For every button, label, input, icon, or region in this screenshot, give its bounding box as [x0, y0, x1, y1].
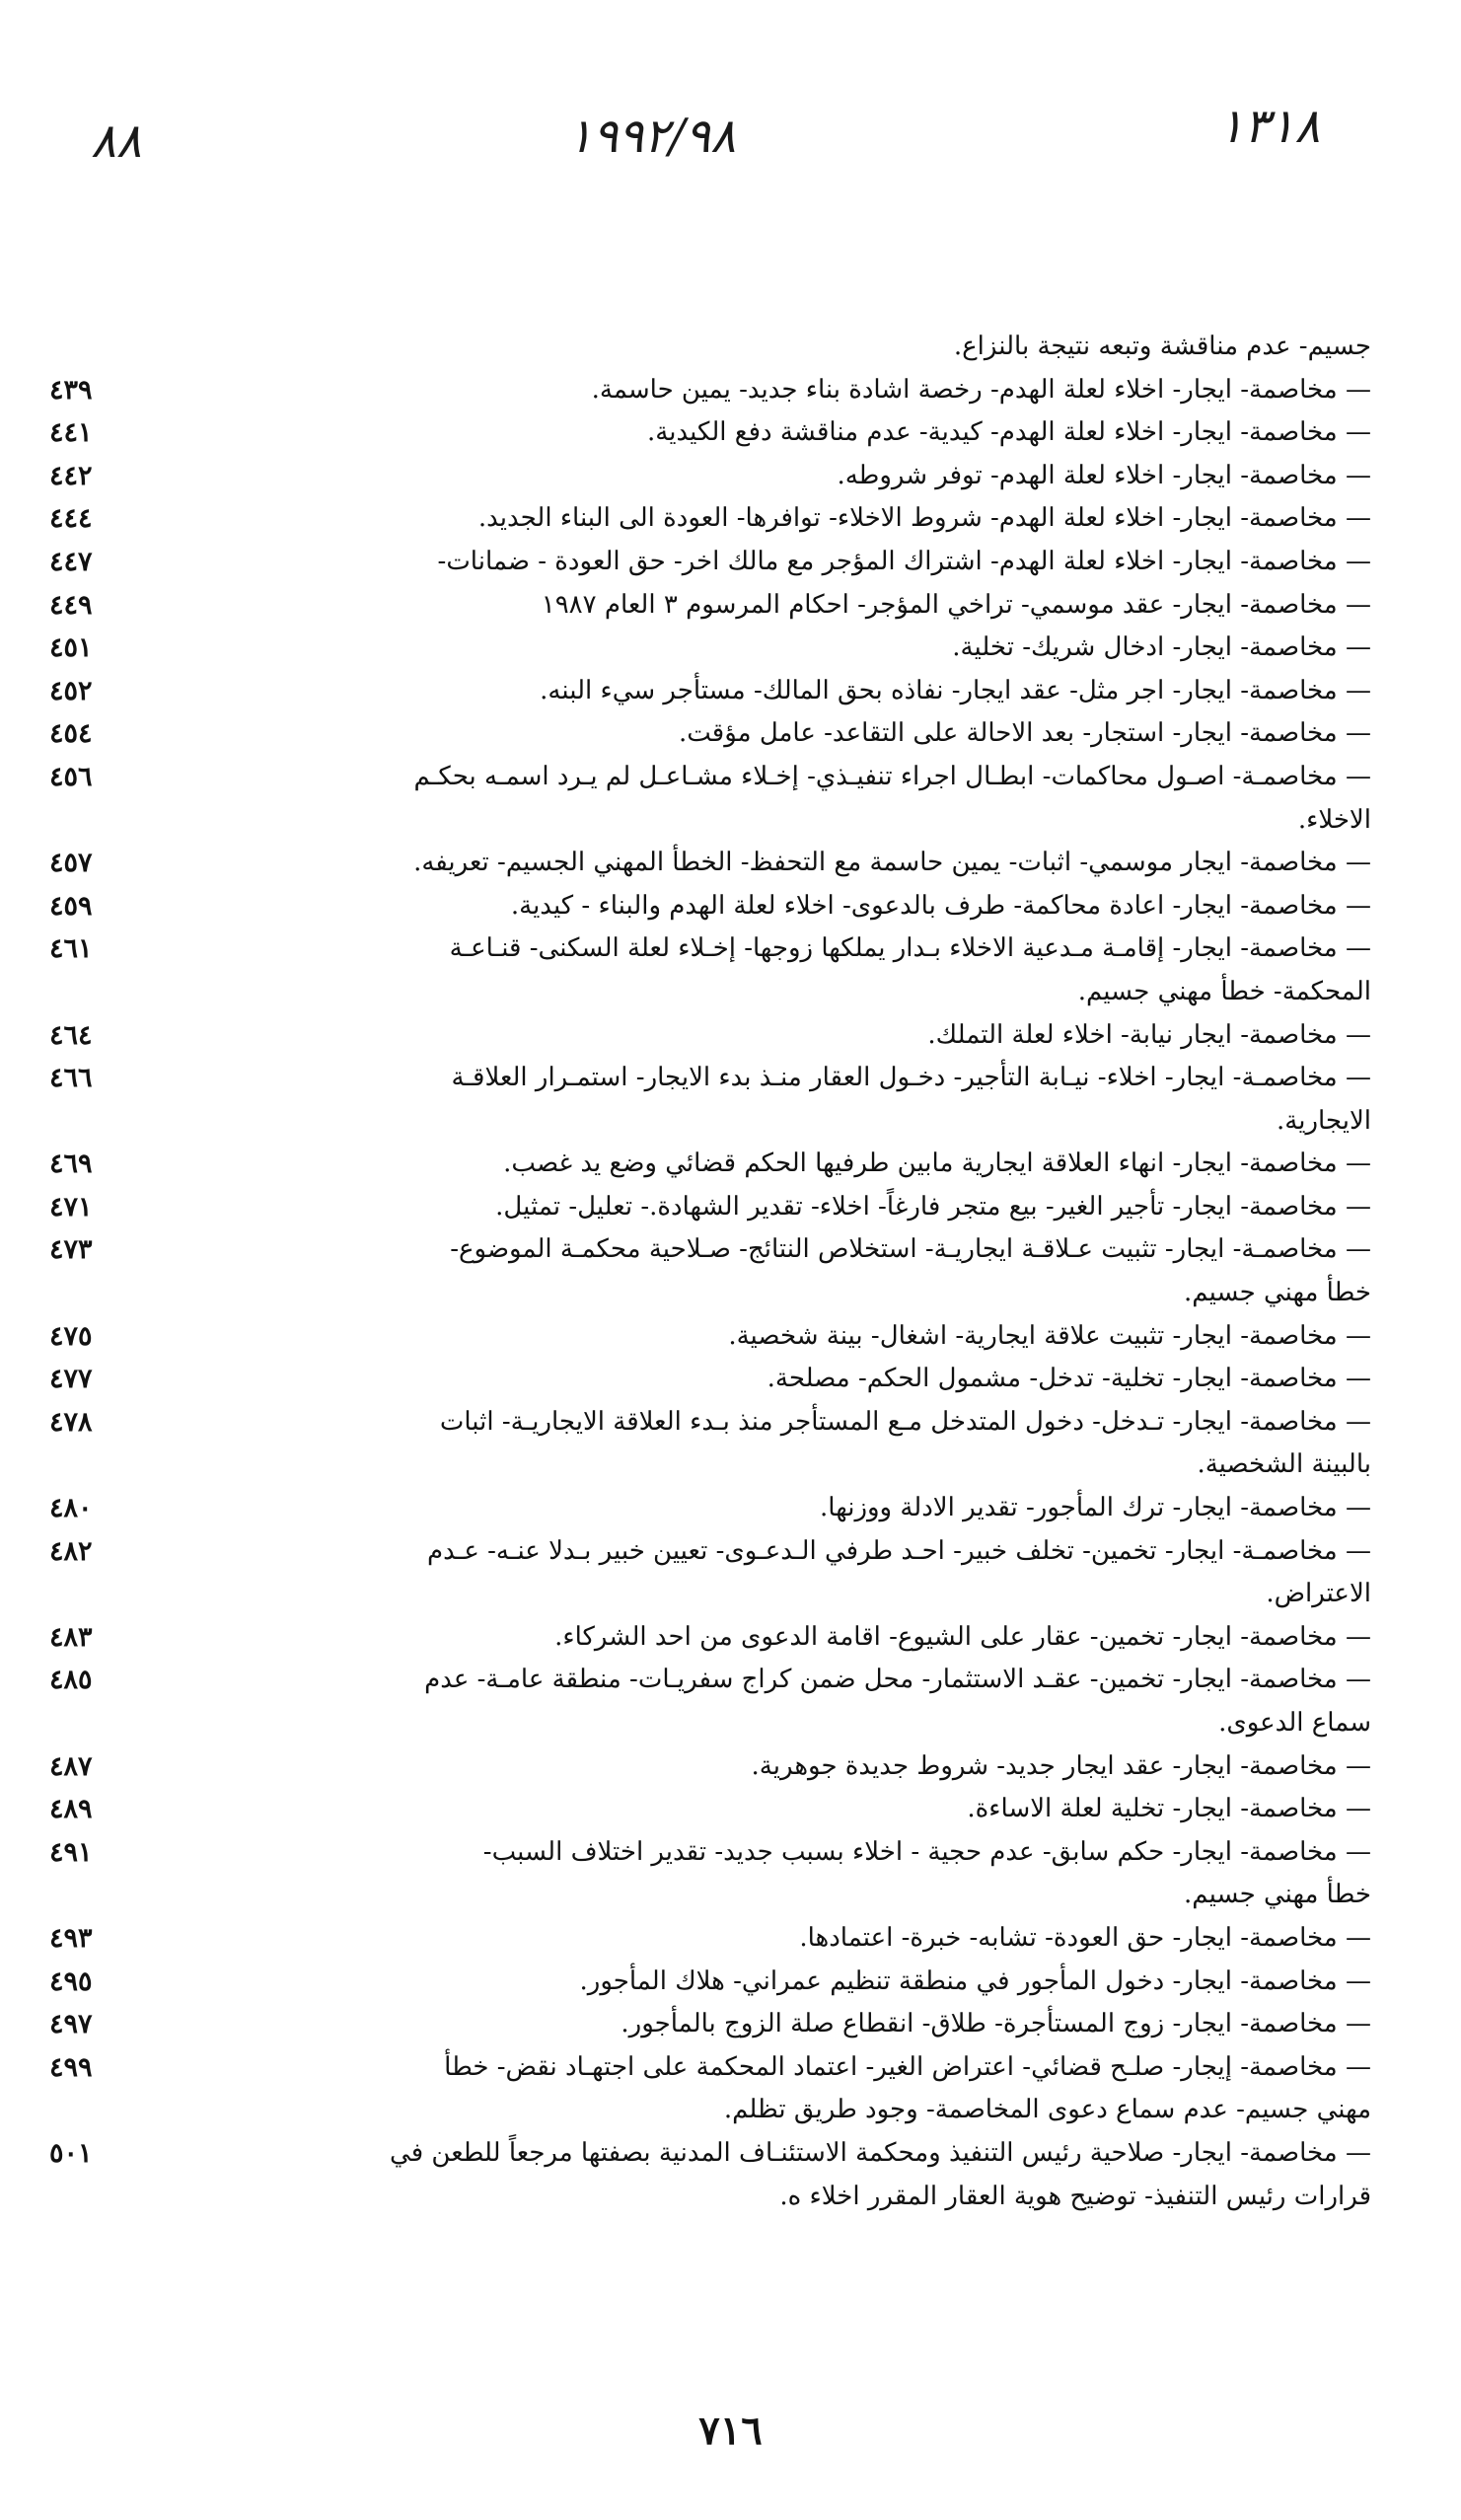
index-entry [49, 1057, 1371, 1100]
index-entry [49, 2132, 1371, 2176]
entry-page-number: ٤٩٥ [49, 1965, 93, 1997]
entry-text: — مخاصمة- ايجار- دخول المأجور في منطقة تنظيم عمراني- هلاك المأجور. [579, 1965, 1371, 1996]
index-entry [49, 1186, 1371, 1229]
entry-text: بالبينة الشخصية. [1197, 1449, 1371, 1480]
entry-page-number: ٤٦٦ [49, 1063, 93, 1094]
entry-page-number: ٤٨٥ [49, 1665, 93, 1696]
entry-text: جسيم- عدم مناقشة وتبعه نتيجة بالنزاع. [953, 332, 1371, 361]
index-entry-continuation [49, 799, 1371, 843]
entry-text: — مخاصمـة- ايجار- اخلاء- نيـابة التأجير- دخـول العقار منـذ بدء الايجار- استمـرار العلاقـة [451, 1063, 1371, 1093]
entry-text: مهني جسيم- عدم سماع دعوى المخاصمة- وجود طريق تظلم. [723, 2095, 1371, 2125]
index-entry [49, 842, 1371, 885]
index-entry [49, 627, 1371, 670]
entry-page-number: ٤٧٥ [49, 1320, 93, 1352]
index-entry [49, 455, 1371, 498]
entry-page-number: ٤٧٨ [49, 1406, 93, 1438]
entry-text: — مخاصمة- ايجار- إقامـة مـدعية الاخلاء بـدار يملكها زوجها- إخـلاء لعلة السكنى- قنـاعـة [449, 933, 1371, 964]
index-entry [49, 1315, 1371, 1359]
index-entry [49, 885, 1371, 928]
entry-text: — مخاصمة- ايجار- عقد ايجار جديد- شروط جديدة جوهرية. [751, 1750, 1371, 1781]
entry-page-number: ٤٤٤ [49, 503, 93, 535]
entry-page-number: ٤٥٦ [49, 761, 93, 792]
index-entry [49, 541, 1371, 584]
entry-text: — مخاصمة- ايجار- اخلاء لعلة الهدم- اشتراك المؤجر مع مالك اخر- حق العودة - ضمانات- [437, 546, 1371, 576]
index-entry [49, 584, 1371, 628]
index-entry-continuation [49, 971, 1371, 1014]
entry-page-number: ٤٩٩ [49, 2051, 93, 2083]
entry-page-number: ٤٥٢ [49, 675, 93, 706]
entry-text: — مخاصمة- ايجار- عقد موسمي- تراخي المؤجر- احكام المرسوم ٣ العام ١٩٨٧ [541, 589, 1371, 620]
index-entry-continuation [49, 1100, 1371, 1144]
entry-page-number: ٤٦٩ [49, 1149, 93, 1180]
entry-text: — مخاصمة- ايجار موسمي- اثبات- يمين حاسمة مع التحفظ- الخطأ المهني الجسيم- تعريفه. [413, 848, 1371, 878]
index-entry [49, 2003, 1371, 2046]
index-entry [49, 1014, 1371, 1058]
entry-page-number: ٤٨٧ [49, 1750, 93, 1782]
index-entry-continuation [49, 1573, 1371, 1616]
entry-text: — مخاصمـة- اصـول محاكمات- ابطـال اجراء تنفيـذي- إخـلاء مشـاعـل لم يـرد اسمـه بحكـم [413, 761, 1371, 791]
index-entry [49, 1487, 1371, 1530]
entry-text: قرارات رئيس التنفيذ- توضيح هوية العقار المقرر اخلاء ه. [779, 2181, 1371, 2211]
index-entry [49, 1745, 1371, 1789]
index-entry [49, 756, 1371, 799]
index-entry-continuation [49, 2089, 1371, 2132]
entry-text: — مخاصمة- ايجار- ترك المأجور- تقدير الادلة ووزنها. [820, 1493, 1371, 1523]
entry-page-number: ٤٨٢ [49, 1535, 93, 1567]
entry-text: — مخاصمة- ايجار- تـدخل- دخول المتدخل مـع المستأجر منذ بـدء العلاقة الايجاريـة- اثبات [439, 1406, 1371, 1437]
entry-page-number: ٥٠١ [49, 2137, 93, 2169]
index-entry-continuation [49, 1444, 1371, 1487]
entry-page-number: ٤٦١ [49, 933, 93, 965]
index-entry [49, 1143, 1371, 1186]
entry-page-number: ٤٤١ [49, 417, 93, 449]
index-entry [49, 497, 1371, 541]
entry-text: — مخاصمة- ايجار- اخلاء لعلة الهدم- رخصة اشادة بناء جديد- يمين حاسمة. [591, 374, 1371, 405]
entry-text: — مخاصمة- ايجار- اعادة محاكمة- طرف بالدعوى- اخلاء لعلة الهدم والبناء - كيدية. [510, 890, 1371, 921]
index-entry [49, 1831, 1371, 1875]
entry-text: — مخاصمة- ايجار- تخمين- عقار على الشيوع- اقامة الدعوى من احد الشركاء. [554, 1621, 1371, 1652]
entry-page-number: ٤٥١ [49, 632, 93, 664]
index-entry [49, 1788, 1371, 1831]
entry-page-number: ٤٣٩ [49, 374, 93, 406]
index-entry [49, 1401, 1371, 1445]
entry-page-number: ٤٤٢ [49, 460, 93, 491]
entry-text: — مخاصمـة- ايجار- تثبيت عـلاقـة ايجاريـة- استخلاص النتائج- صـلاحية محكمـة الموضوع- [450, 1234, 1371, 1265]
index-entry-continuation [49, 1874, 1371, 1917]
entry-page-number: ٤٨٠ [49, 1493, 93, 1524]
index-entry [49, 1659, 1371, 1702]
entry-text: — مخاصمة- ايجار- تخمين- عقـد الاستثمار- محل ضمن كراج سفريـات- منطقة عامـة- عدم [424, 1665, 1371, 1695]
entry-page-number: ٤٧١ [49, 1191, 93, 1223]
entry-text: — مخاصمة- ايجار- حكم سابق- عدم حجية - اخلاء بسبب جديد- تقدير اختلاف السبب- [482, 1836, 1371, 1867]
handwritten-right-mark: ١٣١٨ [1218, 99, 1321, 154]
entry-text: سماع الدعوى. [1218, 1708, 1371, 1738]
index-entry [49, 1917, 1371, 1961]
entry-text: — مخاصمة- ايجار- اخلاء لعلة الهدم- كيدية- عدم مناقشة دفع الكيدية. [647, 417, 1371, 448]
entry-text: المحكمة- خطأ مهني جسيم. [1077, 976, 1371, 1006]
entry-text: الاعتراض. [1266, 1579, 1371, 1609]
entry-text: — مخاصمة- ايجار- تخلية- تدخل- مشمول الحكم- مصلحة. [767, 1364, 1371, 1394]
entry-page-number: ٤٩٣ [49, 1922, 93, 1954]
entry-text: — مخاصمة- ايجار- تخلية لعلة الاساءة. [967, 1794, 1371, 1824]
handwritten-left-mark: ٨٨ [91, 113, 142, 169]
entry-text: الاخلاء. [1297, 804, 1371, 835]
entry-text: — مخاصمة- ايجار- اجر مثل- عقد ايجار- نفاذه بحق المالك- مستأجر سيء البنه. [540, 675, 1371, 705]
index-entry-continuation [49, 326, 1371, 369]
index-entry [49, 1530, 1371, 1574]
index-entry [49, 1358, 1371, 1401]
entry-page-number: ٤٦٤ [49, 1019, 93, 1051]
entry-page-number: ٤٧٧ [49, 1364, 93, 1395]
entry-page-number: ٤٥٤ [49, 718, 93, 750]
entry-page-number: ٤٨٣ [49, 1621, 93, 1653]
index-entry [49, 670, 1371, 713]
entry-text: — مخاصمة- ايجار- انهاء العلاقة ايجارية مابين طرفيها الحكم قضائي وضع يد غصب. [503, 1149, 1371, 1179]
entry-text: — مخاصمة- ايجار- تثبيت علاقة ايجارية- اشغال- بينة شخصية. [728, 1320, 1371, 1351]
index-entry [49, 927, 1371, 971]
entry-text: الايجارية. [1277, 1105, 1371, 1136]
entry-page-number: ٤٤٩ [49, 589, 93, 621]
index-entry-continuation [49, 1702, 1371, 1745]
entry-page-number: ٤٥٩ [49, 890, 93, 922]
index-list [49, 326, 1371, 2218]
entry-text: — مخاصمة- ايجار- حق العودة- تشابه- خبرة- اعتمادها. [799, 1922, 1371, 1953]
entry-text: — مخاصمة- ايجار- اخلاء لعلة الهدم- شروط الاخلاء- توافرها- العودة الى البناء الجديد. [477, 503, 1371, 534]
index-entry [49, 1228, 1371, 1272]
entry-text: — مخاصمة- ايجار- زوج المستأجرة- طلاق- انقطاع صلة الزوج بالمأجور. [621, 2009, 1371, 2039]
entry-text: خطأ مهني جسيم. [1184, 1278, 1371, 1308]
index-entry [49, 2046, 1371, 2090]
entry-page-number: ٤٨٩ [49, 1794, 93, 1825]
entry-text: — مخاصمة- ايجار- صلاحية رئيس التنفيذ ومحكمة الاستئنـاف المدنية بصفتها مرجعاً للطعن في [390, 2137, 1371, 2168]
index-entry-continuation [49, 2176, 1371, 2219]
index-entry [49, 1616, 1371, 1660]
index-entry-continuation [49, 1272, 1371, 1315]
index-entry [49, 411, 1371, 455]
entry-text: خطأ مهني جسيم. [1184, 1880, 1371, 1910]
index-entry [49, 369, 1371, 412]
handwritten-center-mark: ١٩٩٢/٩٨ [567, 109, 736, 164]
entry-text: — مخاصمة- ايجار- اخلاء لعلة الهدم- توفر شروطه. [837, 460, 1371, 490]
entry-text: — مخاصمة- ايجار- تأجير الغير- بيع متجر فارغاً- اخلاء- تقدير الشهادة.- تعليل- تمثيل. [495, 1191, 1371, 1222]
entry-text: — مخاصمة- ايجار- ادخال شريك- تخلية. [952, 632, 1371, 663]
entry-page-number: ٤٤٧ [49, 546, 93, 577]
entry-page-number: ٤٧٣ [49, 1234, 93, 1266]
page-number: ٧١٦ [698, 2408, 763, 2454]
entry-page-number: ٤٥٧ [49, 848, 93, 879]
entry-text: — مخاصمة- إيجار- صلـح قضائي- اعتراض الغير- اعتماد المحكمة على اجتهـاد نقض- خطأ [444, 2051, 1371, 2082]
index-entry [49, 1961, 1371, 2004]
index-entry [49, 712, 1371, 756]
entry-page-number: ٤٩١ [49, 1836, 93, 1868]
entry-text: — مخاصمة- ايجار- استجار- بعد الاحالة على التقاعد- عامل مؤقت. [678, 718, 1371, 749]
entry-page-number: ٤٩٧ [49, 2009, 93, 2040]
entry-text: — مخاصمـة- ايجار- تخمين- تخلف خبير- احـد طرفي الـدعـوى- تعيين خبير بـدلا عنـه- عـدم [426, 1535, 1371, 1566]
entry-text: — مخاصمة- ايجار نيابة- اخلاء لعلة التملك. [927, 1019, 1371, 1050]
